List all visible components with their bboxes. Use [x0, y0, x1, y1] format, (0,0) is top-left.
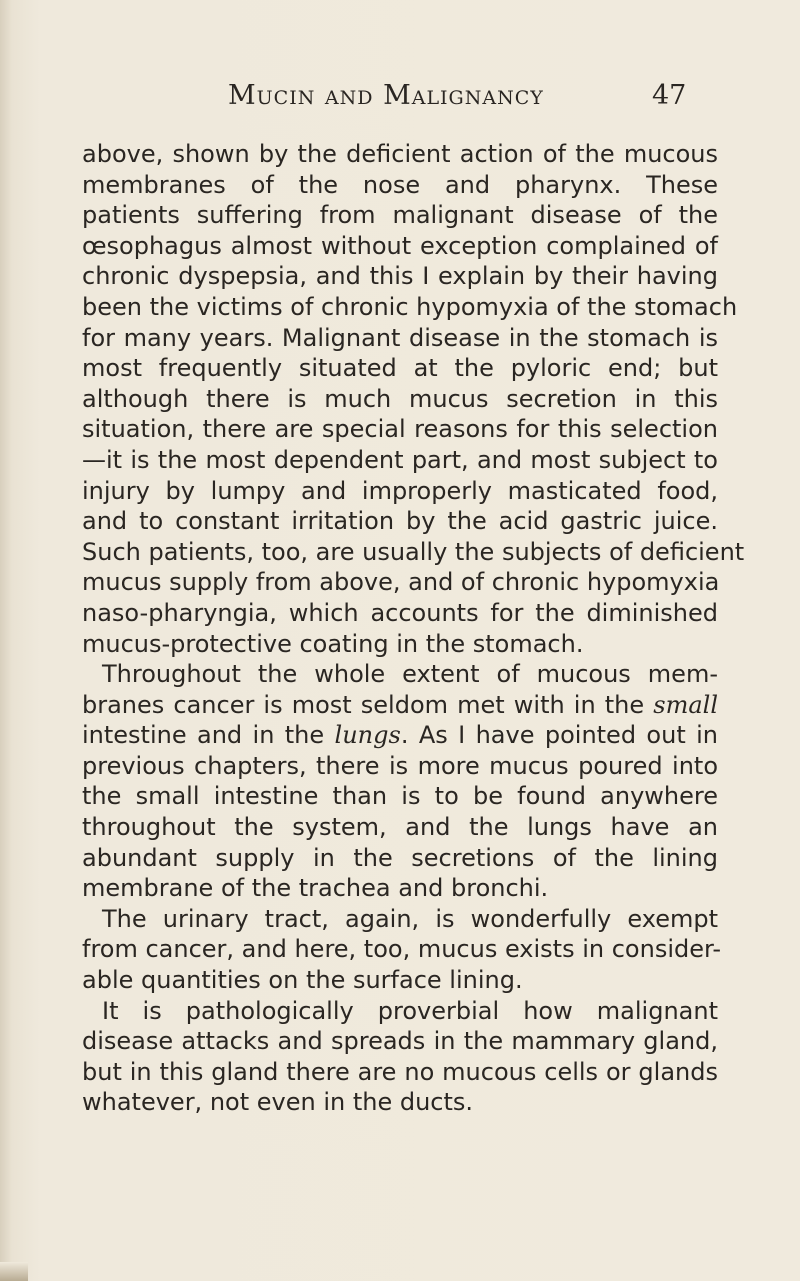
page-header: [0, 80, 800, 120]
text-segment: intestine and in the: [82, 721, 335, 750]
text-line: from cancer, and here, too, mucus exists in consider-: [82, 935, 721, 964]
text-line: membranes of the nose and pharynx. These: [82, 170, 718, 199]
text-line: but in this gland there are no mucous cells or glands: [82, 1057, 718, 1086]
text-line: for many years. Malignant disease in the stomach is: [82, 323, 718, 352]
text-line: injury by lumpy and improperly masticated food,: [82, 476, 718, 505]
text-line: abundant supply in the secretions of the lining: [82, 843, 718, 872]
text-line: been the victims of chronic hypomyxia of the stomach: [82, 292, 738, 321]
text-line: patients suffering from malignant disease of the: [82, 201, 718, 230]
text-line: above, shown by the deficient action of the mucous: [82, 140, 718, 168]
text-line-with-italic: [82, 720, 718, 751]
text-line: chronic dyspepsia, and this I explain by their having: [82, 262, 718, 291]
text-line: —it is the most dependent part, and most subject to: [82, 445, 718, 474]
text-line: the small intestine than is to be found anywhere: [82, 782, 718, 811]
italic-term: small: [653, 690, 718, 719]
text-line: It is pathologically proverbial how malignant: [102, 996, 718, 1025]
page-edge-shadow: [0, 1262, 28, 1281]
text-line: naso-pharyngia, which accounts for the diminished: [82, 598, 718, 627]
text-line: throughout the system, and the lungs have an: [82, 813, 718, 842]
text-line: able quantities on the surface lining.: [82, 966, 523, 995]
running-title: Mucin and Malignancy: [228, 80, 544, 111]
text-segment: branes cancer is most seldom met with in the: [82, 690, 654, 719]
text-segment: . As I have pointed out in: [400, 721, 718, 750]
text-line: Such patients, too, are usually the subjects of deficient: [82, 537, 745, 566]
text-line-with-italic: [82, 690, 718, 721]
text-line: situation, there are special reasons for this selection: [82, 415, 718, 444]
text-line: most frequently situated at the pyloric end; but: [82, 354, 718, 383]
italic-term: lungs: [334, 721, 401, 750]
text-line: and to constant irritation by the acid gastric juice.: [82, 507, 718, 536]
text-line: Throughout the whole extent of mucous mem-: [102, 660, 718, 689]
text-line: mucus-protective coating in the stomach.: [82, 629, 584, 658]
text-line: disease attacks and spreads in the mammary gland,: [82, 1027, 718, 1056]
text-line: whatever, not even in the ducts.: [82, 1088, 474, 1117]
text-line: membrane of the trachea and bronchi.: [82, 874, 549, 903]
body-text: [82, 139, 745, 1118]
page-number: 47: [652, 80, 687, 111]
text-line: although there is much mucus secretion in this: [82, 384, 718, 413]
text-line: œsophagus almost without exception complained of: [82, 231, 718, 260]
text-line: previous chapters, there is more mucus poured into: [82, 751, 718, 780]
text-line: mucus supply from above, and of chronic hypomyxia: [82, 568, 720, 597]
text-line: The urinary tract, again, is wonderfully exempt: [102, 904, 718, 933]
